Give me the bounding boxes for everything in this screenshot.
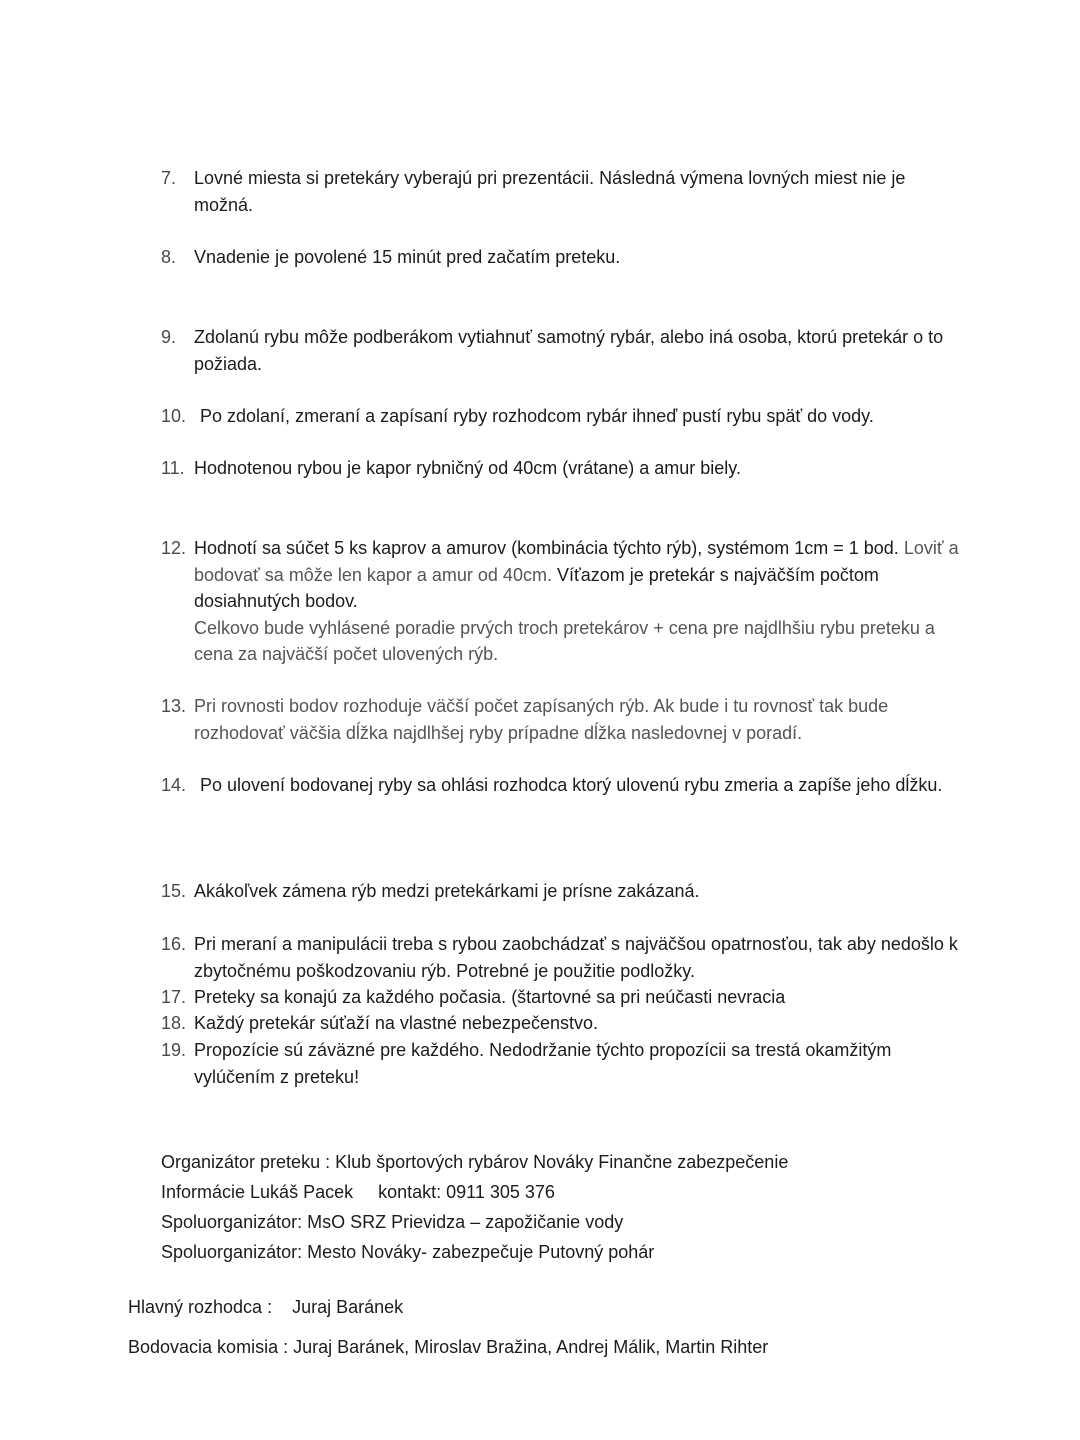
rule-item xyxy=(161,772,961,799)
rule-text-part: Hodnotí sa súčet 5 ks kaprov a amurov (kombinácia týchto rýb), systémom 1cm = 1 bod. xyxy=(194,538,899,558)
rule-number: 9. xyxy=(161,327,177,347)
rule-text-part: Loviť a bodovať sa môže len kapor a amur od 40cm. xyxy=(194,538,959,585)
rule-item xyxy=(161,878,961,905)
rule-text: Hodnotenou rybou je kapor rybničný od 40cm (vrátane) a amur biely. xyxy=(194,458,741,478)
coorganizer-line: Spoluorganizátor: Mesto Nováky- zabezpečuje Putovný pohár xyxy=(161,1242,655,1262)
rule-item xyxy=(161,931,961,984)
rule-number: 12. xyxy=(161,538,187,558)
coorganizer-line: Spoluorganizátor: MsO SRZ Prievidza – zapožičanie vody xyxy=(161,1212,624,1232)
scoring-commission: Bodovacia komisia : Juraj Baránek, Miroslav Bražina, Andrej Málik, Martin Rihter xyxy=(128,1337,769,1357)
rule-number: 16. xyxy=(161,934,187,954)
rule-text: Pri meraní a manipulácii treba s rybou zaobchádzať s najväčšou opatrnosťou, tak aby nedošlo k zbytočnému poškodzovaniu rýb. Potrebné je použitie podložky. xyxy=(194,934,958,981)
rule-text: Každý pretekár súťaží na vlastné nebezpečenstvo. xyxy=(194,1013,598,1033)
rule-item xyxy=(161,403,961,430)
rule-number: 8. xyxy=(161,247,177,267)
rule-number: 18. xyxy=(161,1013,187,1033)
rule-number: 15. xyxy=(161,881,187,901)
rule-item xyxy=(161,984,961,1011)
rule-text-part: Celkovo bude vyhlásené poradie prvých troch pretekárov + cena pre najdlhšiu rybu preteku a cena za najväčší počet ulovených rýb. xyxy=(194,617,935,664)
rule-item xyxy=(161,693,961,746)
rule-text: Po zdolaní, zmeraní a zapísaní ryby rozhodcom rybár ihneď pustí rybu späť do vody. xyxy=(200,406,874,426)
rule-number: 11. xyxy=(161,458,185,478)
rule-text: Akákoľvek zámena rýb medzi pretekárkami je prísne zakázaná. xyxy=(194,881,700,901)
rule-item xyxy=(161,1010,961,1037)
rule-number: 13. xyxy=(161,696,187,716)
rule-number: 14. xyxy=(161,775,187,795)
chief-judge: Hlavný rozhodca : Juraj Baránek xyxy=(128,1297,404,1317)
rule-item xyxy=(161,244,961,271)
rule-item xyxy=(161,455,961,482)
rule-number: 10. xyxy=(161,406,187,426)
rule-item xyxy=(161,324,961,377)
rule-item xyxy=(161,1037,961,1090)
rule-text: Lovné miesta si pretekáry vyberajú pri prezentácii. Následná výmena lovných miest nie je možná. xyxy=(194,168,906,215)
rule-text xyxy=(161,535,961,668)
rule-number: 17. xyxy=(161,987,187,1007)
rule-text: Preteky sa konajú za každého počasia. (štartovné sa pri neúčasti nevracia xyxy=(194,987,786,1007)
rule-text: Vnadenie je povolené 15 minút pred začatím preteku. xyxy=(194,247,621,267)
rule-number: 7. xyxy=(161,168,177,188)
rule-text: Zdolanú rybu môže podberákom vytiahnuť samotný rybár, alebo iná osoba, ktorú pretekár o to požiada. xyxy=(194,327,944,374)
rule-item xyxy=(161,165,961,218)
rule-number: 19. xyxy=(161,1040,187,1060)
rule-text-part: Víťazom je pretekár s najväčším počtom dosiahnutých bodov. xyxy=(194,564,879,611)
rule-item xyxy=(161,535,961,668)
rule-text: Po ulovení bodovanej ryby sa ohlási rozhodca ktorý ulovenú rybu zmeria a zapíše jeho dĺžku. xyxy=(200,775,943,795)
contact-line: Informácie Lukáš Pacek kontakt: 0911 305 376 xyxy=(161,1182,555,1202)
organizer-info xyxy=(161,1147,788,1267)
rule-text: Pri rovnosti bodov rozhoduje väčší počet zapísaných rýb. Ak bude i tu rovnosť tak bude rozhodovať väčšia dĺžka najdlhšej ryby prípadne dĺžka nasledovnej v poradí. xyxy=(194,696,889,743)
rule-text: Propozície sú záväzné pre každého. Nedodržanie týchto propozícii sa trestá okamžitým vylúčením z preteku! xyxy=(194,1040,892,1087)
organizer-line: Organizátor preteku : Klub športových rybárov Nováky Finančne zabezpečenie xyxy=(161,1152,789,1172)
